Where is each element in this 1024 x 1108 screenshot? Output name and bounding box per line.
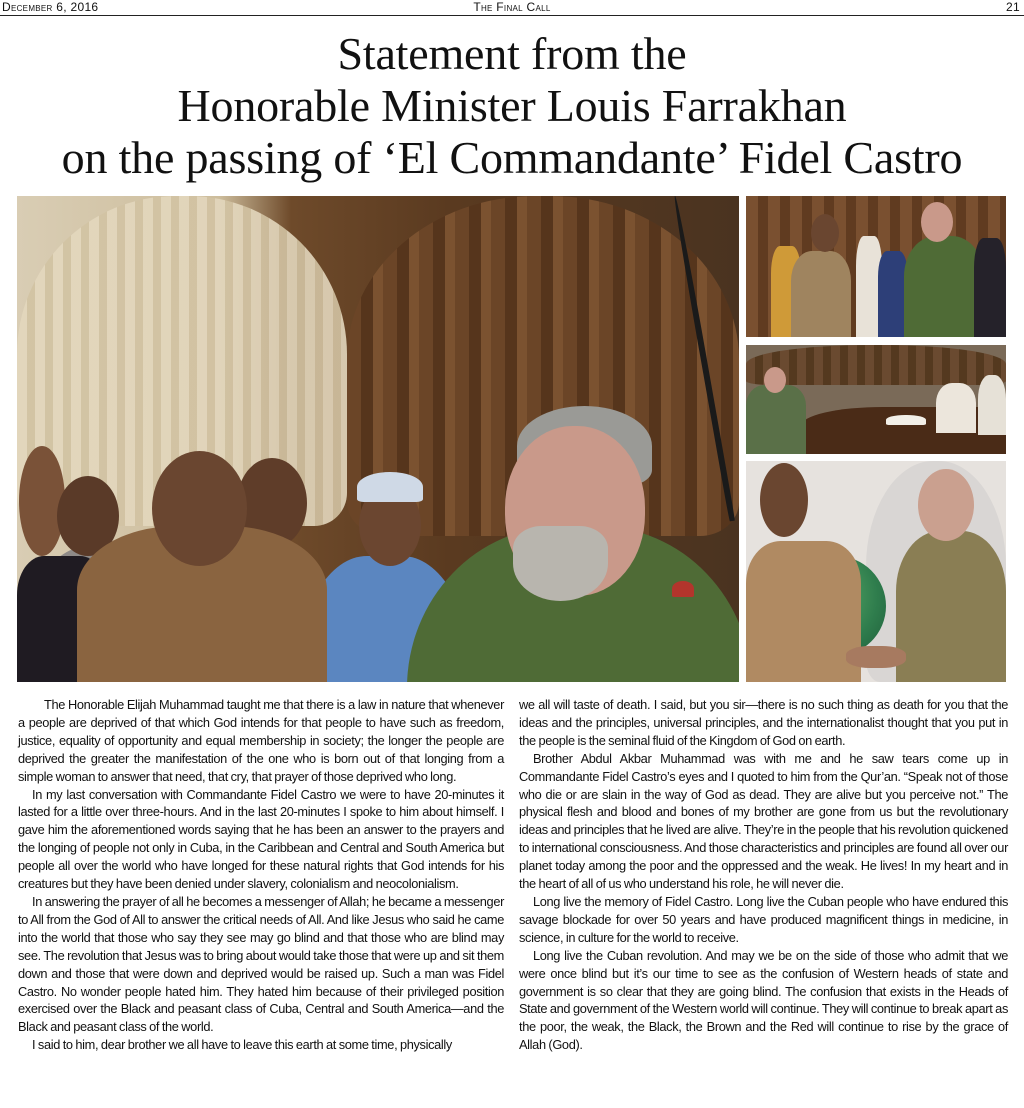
headline-line-3: on the passing of ‘El Commandante’ Fidel Castro (61, 132, 963, 183)
paragraph: we all will taste of death. I said, but you sir—there is no such thing as death for you that the ideas and the principles, universal principles, and the internationalist thought that you put in the people is the seminal fluid of the Kingdom of God on earth. (519, 697, 1008, 748)
side-photo-globe-handshake (746, 461, 1006, 682)
person-green-uniform (746, 385, 806, 454)
paragraph: Long live the memory of Fidel Castro. Long live the Cuban people who have endured this savage blockade for over 50 years and have produced magnificent things in medicine, in science, in culture for the world to receive. (519, 893, 1008, 945)
person-face (921, 202, 953, 242)
person-tan-suit (746, 541, 861, 682)
headline-line-2: Honorable Minister Louis Farrakhan (177, 80, 847, 131)
article-headline (0, 28, 1024, 184)
side-photo-meeting (746, 345, 1006, 454)
person-face (760, 463, 808, 537)
person-green-uniform (904, 236, 984, 337)
paragraph: The Honorable Elijah Muhammad taught me that there is a law in nature that whenever a people are deprived of that which God intends for that people to have such as freedom, justice, equality of opportunity and equal membership in society; the longer the people are deprived the greater the manifestation of the one who is born out of that longing from a simple woman to answer that need, that cry, that prayer of those deprived who long. (18, 697, 504, 784)
person-face (764, 367, 786, 393)
running-head (0, 0, 1024, 16)
headline-line-1: Statement from the (337, 28, 687, 79)
kufi-cap (357, 472, 423, 502)
paragraph: In answering the prayer of all he becomes a messenger of Allah; he became a messenger to All from the God of All to answer the critical needs of All. And like Jesus who said he came into the world that those who say they see may go blind and that those who are blind may see. The revolution that Jesus was to bring about would take those that were up and sit them down and those that were down and deprived would be raised up. Such a man was Fidel Castro. No wonder people hated him. They hated him because of their privileged position exercised over the Black and peasant class of Cuba, Central and South America—and the Black and peasant class of the world. (18, 893, 504, 1035)
person-olive-uniform (896, 531, 1006, 682)
paragraph: In my last conversation with Commandante Fidel Castro we were to have 20-minutes it lasted for a little over three-hours. And in the last 20-minutes I spoke to him about himself. I gave him the aforementioned words saying that he has been an answer to the prayers and the longing of people not only in Cuba, in the Caribbean and Central and South America but people all over the world who have longed for these natural rights that God intends for his creatures but they have been denied under slavery, colonialism and neocolonialism. (18, 786, 504, 892)
uniform-insignia (672, 581, 694, 597)
article-column-right (519, 696, 1008, 1054)
person-face (918, 469, 974, 541)
grey-beard (513, 526, 608, 601)
side-photo-group (746, 196, 1006, 337)
person-white-shirt (936, 383, 976, 433)
page-number: 21 (1006, 0, 1020, 14)
person-white-shirt (978, 375, 1006, 435)
paragraph: I said to him, dear brother we all have to leave this earth at some time, physically (32, 1037, 452, 1053)
person-dark-suit (974, 238, 1006, 337)
papers-on-table (886, 415, 926, 425)
issue-date: December 6, 2016 (2, 0, 99, 14)
article-column-left (18, 696, 504, 1054)
main-photo-handshake (17, 196, 739, 682)
person-tan-suit (791, 251, 851, 337)
paragraph: Brother Abdul Akbar Muhammad was with me and he saw tears come up in Commandante Fidel Castro’s eyes and I quoted to him from the Qur’an. “Speak not of those who die or are slain in the way of God as dead. They are alive but you perceive not.” The physical flesh and blood and bones of my brother are gone from us but the revolutionary ideas and principles that he lived are alive. They’re in the people that his revolution quickened to international consciousness. And those characteristics and principles are found all over our planet today among the poor and the oppressed and the weak. He lives! In my heart and in the heart of all of us who understand his role, he will never die. (519, 750, 1008, 892)
header-rule (0, 15, 1024, 16)
publication-name: The Final Call (473, 0, 551, 14)
paragraph: Long live the Cuban revolution. And may we be on the side of those who admit that we were once blind but it’s our time to see as the confusion of Western heads of state and government is so clear that they are going blind. The confusion that exists in the Heads of State and government of the Western world will continue. They will continue to break apart as the poor, the weak, the Black, the Brown and the Red will continue to rise by the grace of Allah (God). (519, 947, 1008, 1053)
person-face (152, 451, 247, 566)
handshake (846, 646, 906, 668)
person-face (811, 214, 839, 252)
